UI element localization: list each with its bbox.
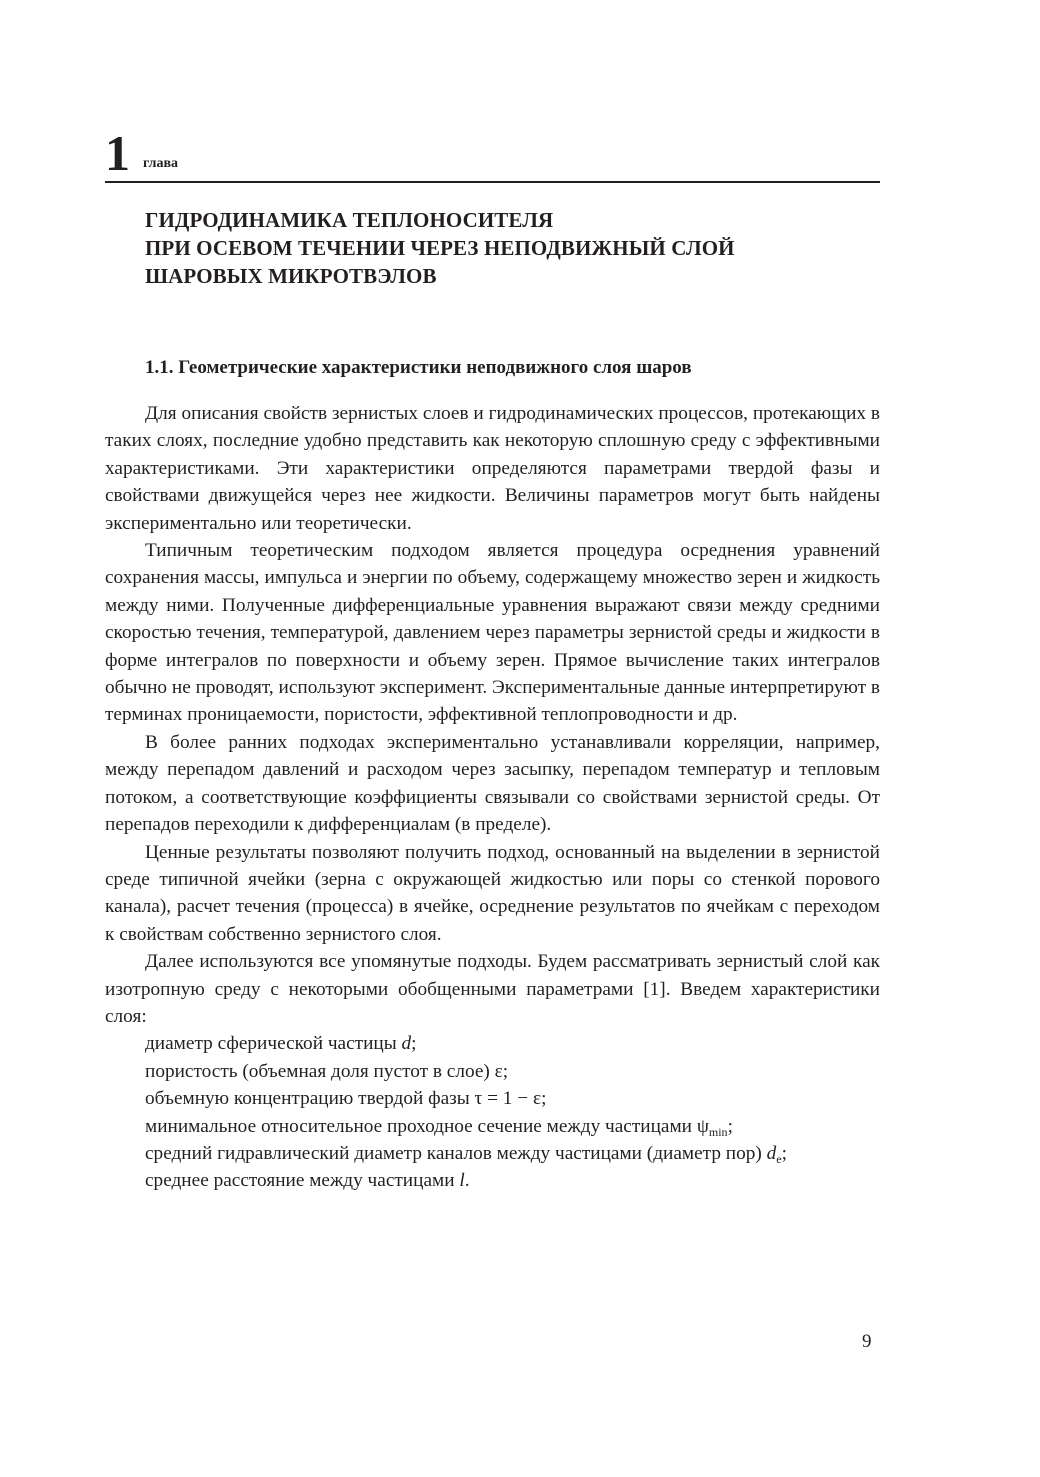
list-item-text: диаметр сферической частицы	[145, 1033, 402, 1055]
list-item-tail: ;	[727, 1115, 733, 1137]
chapter-title-line: ГИДРОДИНАМИКА ТЕПЛОНОСИТЕЛЯ	[145, 208, 554, 232]
list-item	[105, 1113, 880, 1140]
list-item-text: средний гидравлический диаметр каналов между частицами (диаметр пор)	[145, 1142, 767, 1164]
list-item-tail: ;	[781, 1142, 787, 1164]
chapter-word: глава	[143, 156, 179, 171]
chapter-title-line: ШАРОВЫХ МИКРОТВЭЛОВ	[145, 264, 437, 288]
list-item	[105, 1085, 880, 1112]
chapter-rule	[105, 181, 880, 183]
list-item-tail: ;	[411, 1033, 417, 1055]
chapter-number: 1	[105, 125, 130, 181]
paragraph: Ценные результаты позволяют получить подход, основанный на выделении в зернистой среде типичной ячейки (зерна с окружающей жидкостью или поры со стенкой порового канала), расчет течения (процесса) в ячейке, осреднение результатов по ячейкам с переходом к свойствам собственно зернистого слоя.	[105, 841, 880, 945]
paragraph: В более ранних подходах экспериментально устанавливали корреляции, например, между перепадом давлений и расходом через засыпку, перепадом температур и тепловым потоком, а соответствующие коэффициенты связывали со свойствами зернистой среды. От перепадов переходили к дифференциалам (в пределе).	[105, 731, 880, 836]
body-text	[105, 400, 880, 1195]
list-item-symbol: ψ	[696, 1115, 709, 1137]
list-item-symbol: d	[401, 1033, 412, 1055]
chapter-title	[145, 206, 880, 290]
paragraph: Далее используются все упомянутые подходы. Будем рассматривать зернистый слой как изотропную среду с некоторыми обобщенными параметрами [1]. Введем характеристики слоя:	[105, 951, 880, 1027]
list-item-subscript: min	[708, 1124, 728, 1139]
list-item-text: объемную концентрацию твердой фазы	[145, 1088, 475, 1110]
page-number: 9	[862, 1331, 872, 1352]
list-item-symbol: ε	[494, 1060, 503, 1082]
list-item-symbol: τ = 1 − ε	[474, 1088, 542, 1110]
list-item-subscript: e	[776, 1151, 782, 1166]
list-item-symbol: d	[766, 1142, 777, 1164]
list-item	[105, 1140, 880, 1167]
list-item	[105, 1058, 880, 1085]
list-item-text: среднее расстояние между частицами	[145, 1170, 460, 1192]
list-item-symbol: l	[459, 1170, 465, 1192]
chapter-heading	[105, 125, 880, 182]
chapter-title-line: ПРИ ОСЕВОМ ТЕЧЕНИИ ЧЕРЕЗ НЕПОДВИЖНЫЙ СЛОЙ	[145, 236, 735, 260]
list-item-tail: ;	[541, 1088, 547, 1110]
section-title: 1.1. Геометрические характеристики неподвижного слоя шаров	[145, 357, 692, 378]
list-item	[105, 1030, 880, 1057]
list-item-tail: ;	[502, 1060, 509, 1082]
list-item-text: пористость (объемная доля пустот в слое)	[145, 1060, 495, 1082]
list-item-tail: .	[464, 1170, 470, 1192]
paragraph: Для описания свойств зернистых слоев и гидродинамических процессов, протекающих в таких слоях, последние удобно представить как некоторую сплошную среду с эффективными характеристиками. Эти характеристики определяются параметрами твердой фазы и свойствами движущейся через нее жидкости. Величины параметров могут быть найдены экспериментально или теоретически.	[105, 403, 880, 534]
list-item-text: минимальное относительное проходное сечение между частицами	[145, 1115, 697, 1137]
list-item	[105, 1167, 880, 1194]
paragraph: Типичным теоретическим подходом является процедура осреднения уравнений сохранения массы, импульса и энергии по объему, содержащему множество зерен и жидкость между ними. Полученные дифференциальные уравнения выражают связи между средними скоростью течения, температурой, давлением через параметры зернистой среды и жидкости в форме интегралов по поверхности и объему зерен. Прямое вычисление таких интегралов обычно не проводят, используют эксперимент. Экспериментальные данные интерпретируют в терминах проницаемости, пористости, эффективной теплопроводности и др.	[105, 540, 880, 726]
